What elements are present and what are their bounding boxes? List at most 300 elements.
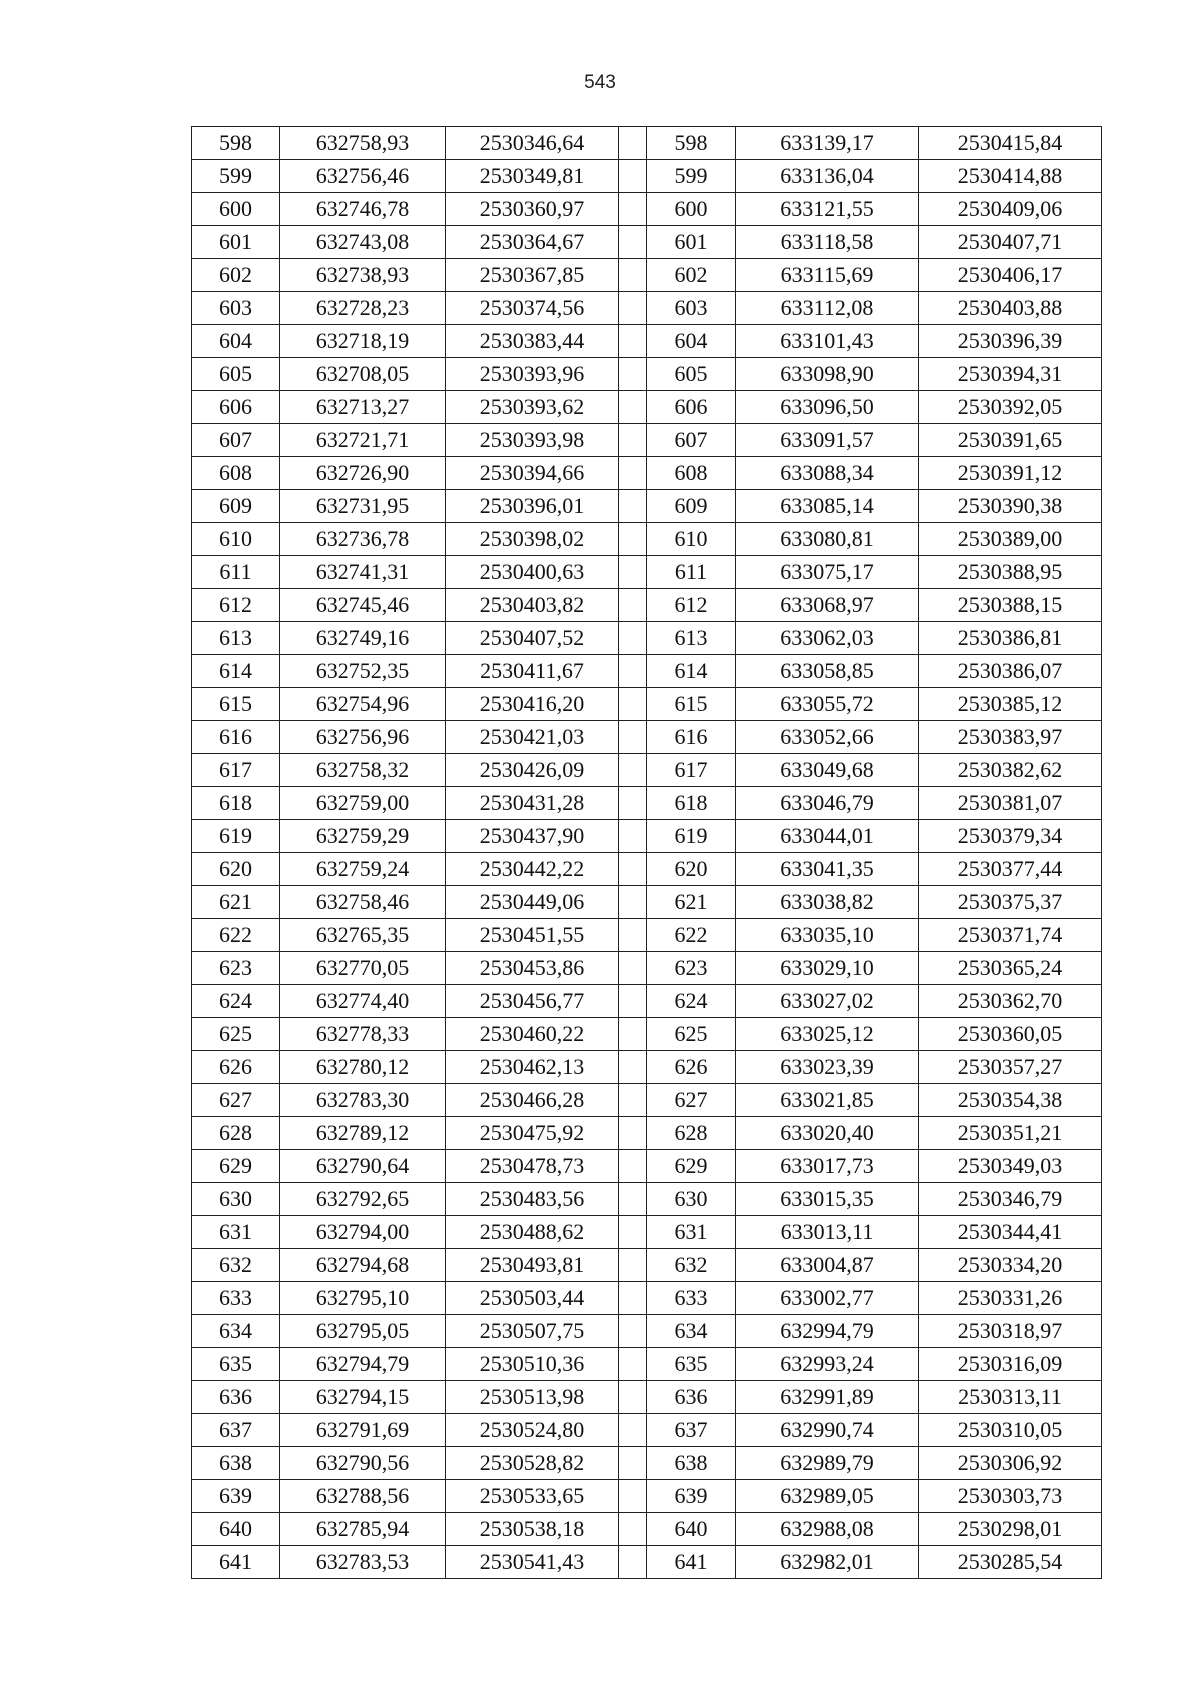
separator-cell (619, 721, 647, 754)
separator-cell (619, 1084, 647, 1117)
left-y-coordinate-cell: 2530396,01 (446, 490, 619, 523)
separator-cell (619, 1381, 647, 1414)
table-row (192, 1447, 1102, 1480)
right-y-coordinate-cell: 2530391,12 (919, 457, 1102, 490)
right-x-coordinate-cell: 633021,85 (736, 1084, 919, 1117)
left-x-coordinate-cell: 632713,27 (280, 391, 446, 424)
left-x-coordinate-cell: 632765,35 (280, 919, 446, 952)
right-point-number-cell: 604 (647, 325, 736, 358)
left-x-coordinate-cell: 632743,08 (280, 226, 446, 259)
left-y-coordinate-cell: 2530367,85 (446, 259, 619, 292)
right-x-coordinate-cell: 633038,82 (736, 886, 919, 919)
left-y-coordinate-cell: 2530431,28 (446, 787, 619, 820)
right-y-coordinate-cell: 2530389,00 (919, 523, 1102, 556)
right-point-number-cell: 630 (647, 1183, 736, 1216)
left-x-coordinate-cell: 632736,78 (280, 523, 446, 556)
left-x-coordinate-cell: 632726,90 (280, 457, 446, 490)
right-x-coordinate-cell: 632989,79 (736, 1447, 919, 1480)
separator-cell (619, 853, 647, 886)
left-point-number-cell: 619 (192, 820, 280, 853)
right-point-number-cell: 627 (647, 1084, 736, 1117)
right-y-coordinate-cell: 2530310,05 (919, 1414, 1102, 1447)
right-point-number-cell: 631 (647, 1216, 736, 1249)
separator-cell (619, 622, 647, 655)
left-y-coordinate-cell: 2530475,92 (446, 1117, 619, 1150)
right-x-coordinate-cell: 633085,14 (736, 490, 919, 523)
table-row (192, 424, 1102, 457)
left-y-coordinate-cell: 2530488,62 (446, 1216, 619, 1249)
table-row (192, 820, 1102, 853)
right-x-coordinate-cell: 633041,35 (736, 853, 919, 886)
left-point-number-cell: 638 (192, 1447, 280, 1480)
left-x-coordinate-cell: 632708,05 (280, 358, 446, 391)
left-point-number-cell: 632 (192, 1249, 280, 1282)
right-point-number-cell: 633 (647, 1282, 736, 1315)
left-y-coordinate-cell: 2530510,36 (446, 1348, 619, 1381)
left-point-number-cell: 636 (192, 1381, 280, 1414)
right-point-number-cell: 638 (647, 1447, 736, 1480)
right-y-coordinate-cell: 2530386,81 (919, 622, 1102, 655)
right-y-coordinate-cell: 2530396,39 (919, 325, 1102, 358)
right-point-number-cell: 636 (647, 1381, 736, 1414)
right-point-number-cell: 624 (647, 985, 736, 1018)
left-y-coordinate-cell: 2530411,67 (446, 655, 619, 688)
left-y-coordinate-cell: 2530374,56 (446, 292, 619, 325)
table-row (192, 1183, 1102, 1216)
left-point-number-cell: 627 (192, 1084, 280, 1117)
table-row (192, 886, 1102, 919)
left-x-coordinate-cell: 632758,93 (280, 127, 446, 160)
left-point-number-cell: 600 (192, 193, 280, 226)
right-x-coordinate-cell: 633058,85 (736, 655, 919, 688)
separator-cell (619, 1480, 647, 1513)
separator-cell (619, 292, 647, 325)
right-x-coordinate-cell: 633055,72 (736, 688, 919, 721)
right-point-number-cell: 628 (647, 1117, 736, 1150)
left-point-number-cell: 639 (192, 1480, 280, 1513)
table-row (192, 754, 1102, 787)
right-x-coordinate-cell: 633098,90 (736, 358, 919, 391)
left-y-coordinate-cell: 2530449,06 (446, 886, 619, 919)
right-point-number-cell: 637 (647, 1414, 736, 1447)
left-x-coordinate-cell: 632741,31 (280, 556, 446, 589)
right-point-number-cell: 603 (647, 292, 736, 325)
right-point-number-cell: 600 (647, 193, 736, 226)
right-y-coordinate-cell: 2530388,95 (919, 556, 1102, 589)
table-row (192, 721, 1102, 754)
table-row (192, 490, 1102, 523)
right-point-number-cell: 632 (647, 1249, 736, 1282)
right-x-coordinate-cell: 633091,57 (736, 424, 919, 457)
right-point-number-cell: 608 (647, 457, 736, 490)
right-point-number-cell: 616 (647, 721, 736, 754)
table-row (192, 127, 1102, 160)
right-x-coordinate-cell: 632990,74 (736, 1414, 919, 1447)
table-row (192, 160, 1102, 193)
left-point-number-cell: 605 (192, 358, 280, 391)
left-x-coordinate-cell: 632721,71 (280, 424, 446, 457)
separator-cell (619, 1513, 647, 1546)
right-point-number-cell: 612 (647, 589, 736, 622)
left-point-number-cell: 630 (192, 1183, 280, 1216)
table-row (192, 919, 1102, 952)
right-point-number-cell: 625 (647, 1018, 736, 1051)
right-y-coordinate-cell: 2530390,38 (919, 490, 1102, 523)
right-x-coordinate-cell: 633052,66 (736, 721, 919, 754)
left-y-coordinate-cell: 2530393,98 (446, 424, 619, 457)
left-point-number-cell: 611 (192, 556, 280, 589)
separator-cell (619, 193, 647, 226)
left-point-number-cell: 635 (192, 1348, 280, 1381)
table-row (192, 1414, 1102, 1447)
left-x-coordinate-cell: 632780,12 (280, 1051, 446, 1084)
separator-cell (619, 1150, 647, 1183)
separator-cell (619, 226, 647, 259)
separator-cell (619, 1348, 647, 1381)
right-y-coordinate-cell: 2530316,09 (919, 1348, 1102, 1381)
left-x-coordinate-cell: 632745,46 (280, 589, 446, 622)
left-y-coordinate-cell: 2530483,56 (446, 1183, 619, 1216)
right-y-coordinate-cell: 2530394,31 (919, 358, 1102, 391)
right-point-number-cell: 640 (647, 1513, 736, 1546)
right-point-number-cell: 610 (647, 523, 736, 556)
left-y-coordinate-cell: 2530451,55 (446, 919, 619, 952)
left-y-coordinate-cell: 2530541,43 (446, 1546, 619, 1579)
table-row (192, 655, 1102, 688)
right-x-coordinate-cell: 633035,10 (736, 919, 919, 952)
table-row (192, 1018, 1102, 1051)
left-point-number-cell: 634 (192, 1315, 280, 1348)
table-row (192, 259, 1102, 292)
right-y-coordinate-cell: 2530386,07 (919, 655, 1102, 688)
left-y-coordinate-cell: 2530528,82 (446, 1447, 619, 1480)
right-x-coordinate-cell: 633049,68 (736, 754, 919, 787)
separator-cell (619, 1183, 647, 1216)
left-x-coordinate-cell: 632759,00 (280, 787, 446, 820)
table-row (192, 1513, 1102, 1546)
left-y-coordinate-cell: 2530383,44 (446, 325, 619, 358)
right-y-coordinate-cell: 2530334,20 (919, 1249, 1102, 1282)
left-point-number-cell: 601 (192, 226, 280, 259)
left-y-coordinate-cell: 2530538,18 (446, 1513, 619, 1546)
right-point-number-cell: 622 (647, 919, 736, 952)
right-point-number-cell: 641 (647, 1546, 736, 1579)
left-y-coordinate-cell: 2530478,73 (446, 1150, 619, 1183)
table-row (192, 787, 1102, 820)
left-x-coordinate-cell: 632759,24 (280, 853, 446, 886)
separator-cell (619, 688, 647, 721)
table-row (192, 952, 1102, 985)
left-x-coordinate-cell: 632794,15 (280, 1381, 446, 1414)
left-y-coordinate-cell: 2530426,09 (446, 754, 619, 787)
separator-cell (619, 391, 647, 424)
right-y-coordinate-cell: 2530407,71 (919, 226, 1102, 259)
left-y-coordinate-cell: 2530524,80 (446, 1414, 619, 1447)
right-x-coordinate-cell: 633080,81 (736, 523, 919, 556)
right-y-coordinate-cell: 2530360,05 (919, 1018, 1102, 1051)
right-x-coordinate-cell: 632982,01 (736, 1546, 919, 1579)
right-point-number-cell: 605 (647, 358, 736, 391)
right-x-coordinate-cell: 632988,08 (736, 1513, 919, 1546)
right-y-coordinate-cell: 2530415,84 (919, 127, 1102, 160)
right-point-number-cell: 617 (647, 754, 736, 787)
left-x-coordinate-cell: 632758,46 (280, 886, 446, 919)
left-point-number-cell: 616 (192, 721, 280, 754)
separator-cell (619, 1414, 647, 1447)
left-x-coordinate-cell: 632792,65 (280, 1183, 446, 1216)
left-y-coordinate-cell: 2530349,81 (446, 160, 619, 193)
table-row (192, 985, 1102, 1018)
right-y-coordinate-cell: 2530346,79 (919, 1183, 1102, 1216)
separator-cell (619, 985, 647, 1018)
left-x-coordinate-cell: 632795,05 (280, 1315, 446, 1348)
left-point-number-cell: 599 (192, 160, 280, 193)
right-y-coordinate-cell: 2530381,07 (919, 787, 1102, 820)
left-y-coordinate-cell: 2530393,96 (446, 358, 619, 391)
left-y-coordinate-cell: 2530503,44 (446, 1282, 619, 1315)
table-row (192, 589, 1102, 622)
left-point-number-cell: 617 (192, 754, 280, 787)
left-y-coordinate-cell: 2530533,65 (446, 1480, 619, 1513)
left-y-coordinate-cell: 2530437,90 (446, 820, 619, 853)
right-point-number-cell: 635 (647, 1348, 736, 1381)
page-number: 543 (584, 72, 616, 93)
separator-cell (619, 556, 647, 589)
left-point-number-cell: 641 (192, 1546, 280, 1579)
right-point-number-cell: 602 (647, 259, 736, 292)
separator-cell (619, 358, 647, 391)
left-point-number-cell: 622 (192, 919, 280, 952)
separator-cell (619, 457, 647, 490)
left-point-number-cell: 603 (192, 292, 280, 325)
left-x-coordinate-cell: 632770,05 (280, 952, 446, 985)
left-x-coordinate-cell: 632728,23 (280, 292, 446, 325)
separator-cell (619, 589, 647, 622)
left-x-coordinate-cell: 632790,56 (280, 1447, 446, 1480)
separator-cell (619, 127, 647, 160)
right-x-coordinate-cell: 632991,89 (736, 1381, 919, 1414)
left-x-coordinate-cell: 632718,19 (280, 325, 446, 358)
right-y-coordinate-cell: 2530377,44 (919, 853, 1102, 886)
table-row (192, 1480, 1102, 1513)
right-point-number-cell: 618 (647, 787, 736, 820)
separator-cell (619, 754, 647, 787)
table-row (192, 193, 1102, 226)
separator-cell (619, 952, 647, 985)
left-point-number-cell: 602 (192, 259, 280, 292)
right-y-coordinate-cell: 2530371,74 (919, 919, 1102, 952)
table-row (192, 853, 1102, 886)
right-y-coordinate-cell: 2530354,38 (919, 1084, 1102, 1117)
separator-cell (619, 787, 647, 820)
right-x-coordinate-cell: 633118,58 (736, 226, 919, 259)
left-y-coordinate-cell: 2530453,86 (446, 952, 619, 985)
right-point-number-cell: 634 (647, 1315, 736, 1348)
separator-cell (619, 1249, 647, 1282)
table-row (192, 688, 1102, 721)
separator-cell (619, 1051, 647, 1084)
left-x-coordinate-cell: 632783,53 (280, 1546, 446, 1579)
right-x-coordinate-cell: 633004,87 (736, 1249, 919, 1282)
right-y-coordinate-cell: 2530331,26 (919, 1282, 1102, 1315)
right-y-coordinate-cell: 2530351,21 (919, 1117, 1102, 1150)
left-point-number-cell: 628 (192, 1117, 280, 1150)
right-x-coordinate-cell: 633112,08 (736, 292, 919, 325)
table-row (192, 1249, 1102, 1282)
right-point-number-cell: 609 (647, 490, 736, 523)
table-row (192, 1117, 1102, 1150)
left-point-number-cell: 612 (192, 589, 280, 622)
left-point-number-cell: 629 (192, 1150, 280, 1183)
left-x-coordinate-cell: 632738,93 (280, 259, 446, 292)
right-point-number-cell: 629 (647, 1150, 736, 1183)
right-x-coordinate-cell: 632993,24 (736, 1348, 919, 1381)
right-point-number-cell: 621 (647, 886, 736, 919)
table-row (192, 622, 1102, 655)
left-y-coordinate-cell: 2530462,13 (446, 1051, 619, 1084)
left-y-coordinate-cell: 2530416,20 (446, 688, 619, 721)
right-y-coordinate-cell: 2530306,92 (919, 1447, 1102, 1480)
left-y-coordinate-cell: 2530507,75 (446, 1315, 619, 1348)
left-point-number-cell: 604 (192, 325, 280, 358)
right-point-number-cell: 620 (647, 853, 736, 886)
separator-cell (619, 1315, 647, 1348)
right-y-coordinate-cell: 2530344,41 (919, 1216, 1102, 1249)
left-y-coordinate-cell: 2530364,67 (446, 226, 619, 259)
right-y-coordinate-cell: 2530298,01 (919, 1513, 1102, 1546)
right-x-coordinate-cell: 633136,04 (736, 160, 919, 193)
left-x-coordinate-cell: 632794,68 (280, 1249, 446, 1282)
left-y-coordinate-cell: 2530394,66 (446, 457, 619, 490)
table-row (192, 292, 1102, 325)
left-point-number-cell: 626 (192, 1051, 280, 1084)
left-y-coordinate-cell: 2530400,63 (446, 556, 619, 589)
right-x-coordinate-cell: 633075,17 (736, 556, 919, 589)
left-x-coordinate-cell: 632795,10 (280, 1282, 446, 1315)
left-y-coordinate-cell: 2530460,22 (446, 1018, 619, 1051)
right-x-coordinate-cell: 633002,77 (736, 1282, 919, 1315)
right-y-coordinate-cell: 2530349,03 (919, 1150, 1102, 1183)
right-x-coordinate-cell: 633025,12 (736, 1018, 919, 1051)
left-x-coordinate-cell: 632794,00 (280, 1216, 446, 1249)
left-x-coordinate-cell: 632789,12 (280, 1117, 446, 1150)
separator-cell (619, 259, 647, 292)
left-x-coordinate-cell: 632754,96 (280, 688, 446, 721)
right-y-coordinate-cell: 2530313,11 (919, 1381, 1102, 1414)
right-point-number-cell: 614 (647, 655, 736, 688)
separator-cell (619, 325, 647, 358)
left-point-number-cell: 623 (192, 952, 280, 985)
right-x-coordinate-cell: 633101,43 (736, 325, 919, 358)
left-point-number-cell: 608 (192, 457, 280, 490)
left-y-coordinate-cell: 2530360,97 (446, 193, 619, 226)
left-x-coordinate-cell: 632749,16 (280, 622, 446, 655)
table-row (192, 1084, 1102, 1117)
table-row (192, 1051, 1102, 1084)
right-y-coordinate-cell: 2530365,24 (919, 952, 1102, 985)
left-y-coordinate-cell: 2530407,52 (446, 622, 619, 655)
left-x-coordinate-cell: 632791,69 (280, 1414, 446, 1447)
table-row (192, 556, 1102, 589)
separator-cell (619, 523, 647, 556)
right-point-number-cell: 599 (647, 160, 736, 193)
right-y-coordinate-cell: 2530391,65 (919, 424, 1102, 457)
table-row (192, 457, 1102, 490)
right-point-number-cell: 613 (647, 622, 736, 655)
left-point-number-cell: 621 (192, 886, 280, 919)
left-x-coordinate-cell: 632794,79 (280, 1348, 446, 1381)
left-x-coordinate-cell: 632778,33 (280, 1018, 446, 1051)
separator-cell (619, 1282, 647, 1315)
left-point-number-cell: 624 (192, 985, 280, 1018)
left-y-coordinate-cell: 2530421,03 (446, 721, 619, 754)
table-row (192, 1546, 1102, 1579)
right-point-number-cell: 623 (647, 952, 736, 985)
left-point-number-cell: 625 (192, 1018, 280, 1051)
right-point-number-cell: 606 (647, 391, 736, 424)
right-x-coordinate-cell: 633115,69 (736, 259, 919, 292)
right-y-coordinate-cell: 2530362,70 (919, 985, 1102, 1018)
left-x-coordinate-cell: 632752,35 (280, 655, 446, 688)
left-y-coordinate-cell: 2530456,77 (446, 985, 619, 1018)
right-point-number-cell: 611 (647, 556, 736, 589)
right-x-coordinate-cell: 633017,73 (736, 1150, 919, 1183)
left-y-coordinate-cell: 2530513,98 (446, 1381, 619, 1414)
right-x-coordinate-cell: 633029,10 (736, 952, 919, 985)
separator-cell (619, 1216, 647, 1249)
table-row (192, 523, 1102, 556)
left-point-number-cell: 618 (192, 787, 280, 820)
left-point-number-cell: 614 (192, 655, 280, 688)
right-y-coordinate-cell: 2530383,97 (919, 721, 1102, 754)
right-point-number-cell: 619 (647, 820, 736, 853)
right-point-number-cell: 639 (647, 1480, 736, 1513)
right-y-coordinate-cell: 2530318,97 (919, 1315, 1102, 1348)
right-x-coordinate-cell: 633027,02 (736, 985, 919, 1018)
left-y-coordinate-cell: 2530403,82 (446, 589, 619, 622)
right-point-number-cell: 598 (647, 127, 736, 160)
table-row (192, 226, 1102, 259)
right-x-coordinate-cell: 633020,40 (736, 1117, 919, 1150)
table-row (192, 358, 1102, 391)
right-x-coordinate-cell: 633062,03 (736, 622, 919, 655)
right-y-coordinate-cell: 2530375,37 (919, 886, 1102, 919)
left-point-number-cell: 598 (192, 127, 280, 160)
right-y-coordinate-cell: 2530357,27 (919, 1051, 1102, 1084)
left-point-number-cell: 615 (192, 688, 280, 721)
right-x-coordinate-cell: 633044,01 (736, 820, 919, 853)
left-x-coordinate-cell: 632774,40 (280, 985, 446, 1018)
table-row (192, 1381, 1102, 1414)
separator-cell (619, 490, 647, 523)
left-x-coordinate-cell: 632731,95 (280, 490, 446, 523)
right-y-coordinate-cell: 2530379,34 (919, 820, 1102, 853)
left-y-coordinate-cell: 2530466,28 (446, 1084, 619, 1117)
left-point-number-cell: 610 (192, 523, 280, 556)
table-row (192, 1150, 1102, 1183)
separator-cell (619, 424, 647, 457)
right-y-coordinate-cell: 2530285,54 (919, 1546, 1102, 1579)
right-point-number-cell: 615 (647, 688, 736, 721)
coordinates-table-body (192, 127, 1102, 1579)
table-row (192, 1315, 1102, 1348)
separator-cell (619, 1018, 647, 1051)
table-row (192, 391, 1102, 424)
separator-cell (619, 1447, 647, 1480)
table-row (192, 325, 1102, 358)
right-x-coordinate-cell: 633088,34 (736, 457, 919, 490)
separator-cell (619, 886, 647, 919)
